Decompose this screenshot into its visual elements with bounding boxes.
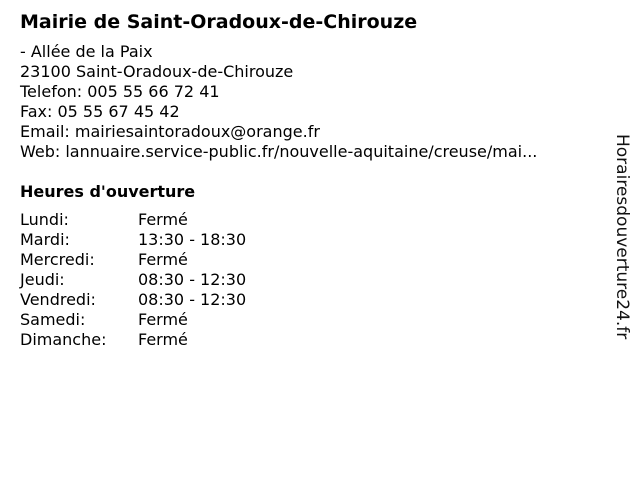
hours-time: Fermé — [138, 250, 188, 269]
hours-day: Lundi: — [20, 210, 69, 229]
hours-time: 08:30 - 12:30 — [138, 290, 247, 309]
hours-table — [20, 210, 600, 350]
web-line[interactable]: Web: lannuaire.service-public.fr/nouvelle-aquitaine/creuse/mai... — [20, 142, 538, 161]
hours-row-lundi — [20, 210, 600, 230]
email-line[interactable]: Email: mairiesaintoradoux@orange.fr — [20, 122, 320, 141]
hours-time: 08:30 - 12:30 — [138, 270, 247, 289]
hours-day: Vendredi: — [20, 290, 96, 309]
hours-row-samedi — [20, 310, 600, 330]
site-brand-watermark: Horairesdouverture24.fr — [612, 134, 632, 340]
hours-day: Mercredi: — [20, 250, 95, 269]
fax-line: Fax: 05 55 67 45 42 — [20, 102, 180, 121]
hours-time: Fermé — [138, 210, 188, 229]
hours-day: Samedi: — [20, 310, 86, 329]
hours-time: Fermé — [138, 330, 188, 349]
hours-day: Jeudi: — [20, 270, 65, 289]
city-line: 23100 Saint-Oradoux-de-Chirouze — [20, 62, 294, 81]
hours-row-mercredi — [20, 250, 600, 270]
hours-time: Fermé — [138, 310, 188, 329]
hours-row-jeudi — [20, 270, 600, 290]
hours-row-dimanche — [20, 330, 600, 350]
hours-day: Dimanche: — [20, 330, 107, 349]
hours-row-vendredi — [20, 290, 600, 310]
hours-day: Mardi: — [20, 230, 70, 249]
page-title: Mairie de Saint-Oradoux-de-Chirouze — [20, 11, 418, 33]
hours-row-mardi — [20, 230, 600, 250]
contact-block — [20, 42, 600, 162]
hours-time: 13:30 - 18:30 — [138, 230, 247, 249]
phone-line[interactable]: Telefon: 005 55 66 72 41 — [20, 82, 220, 101]
hours-title: Heures d'ouverture — [20, 182, 196, 201]
address-line: - Allée de la Paix — [20, 42, 153, 61]
main-content — [20, 9, 600, 350]
